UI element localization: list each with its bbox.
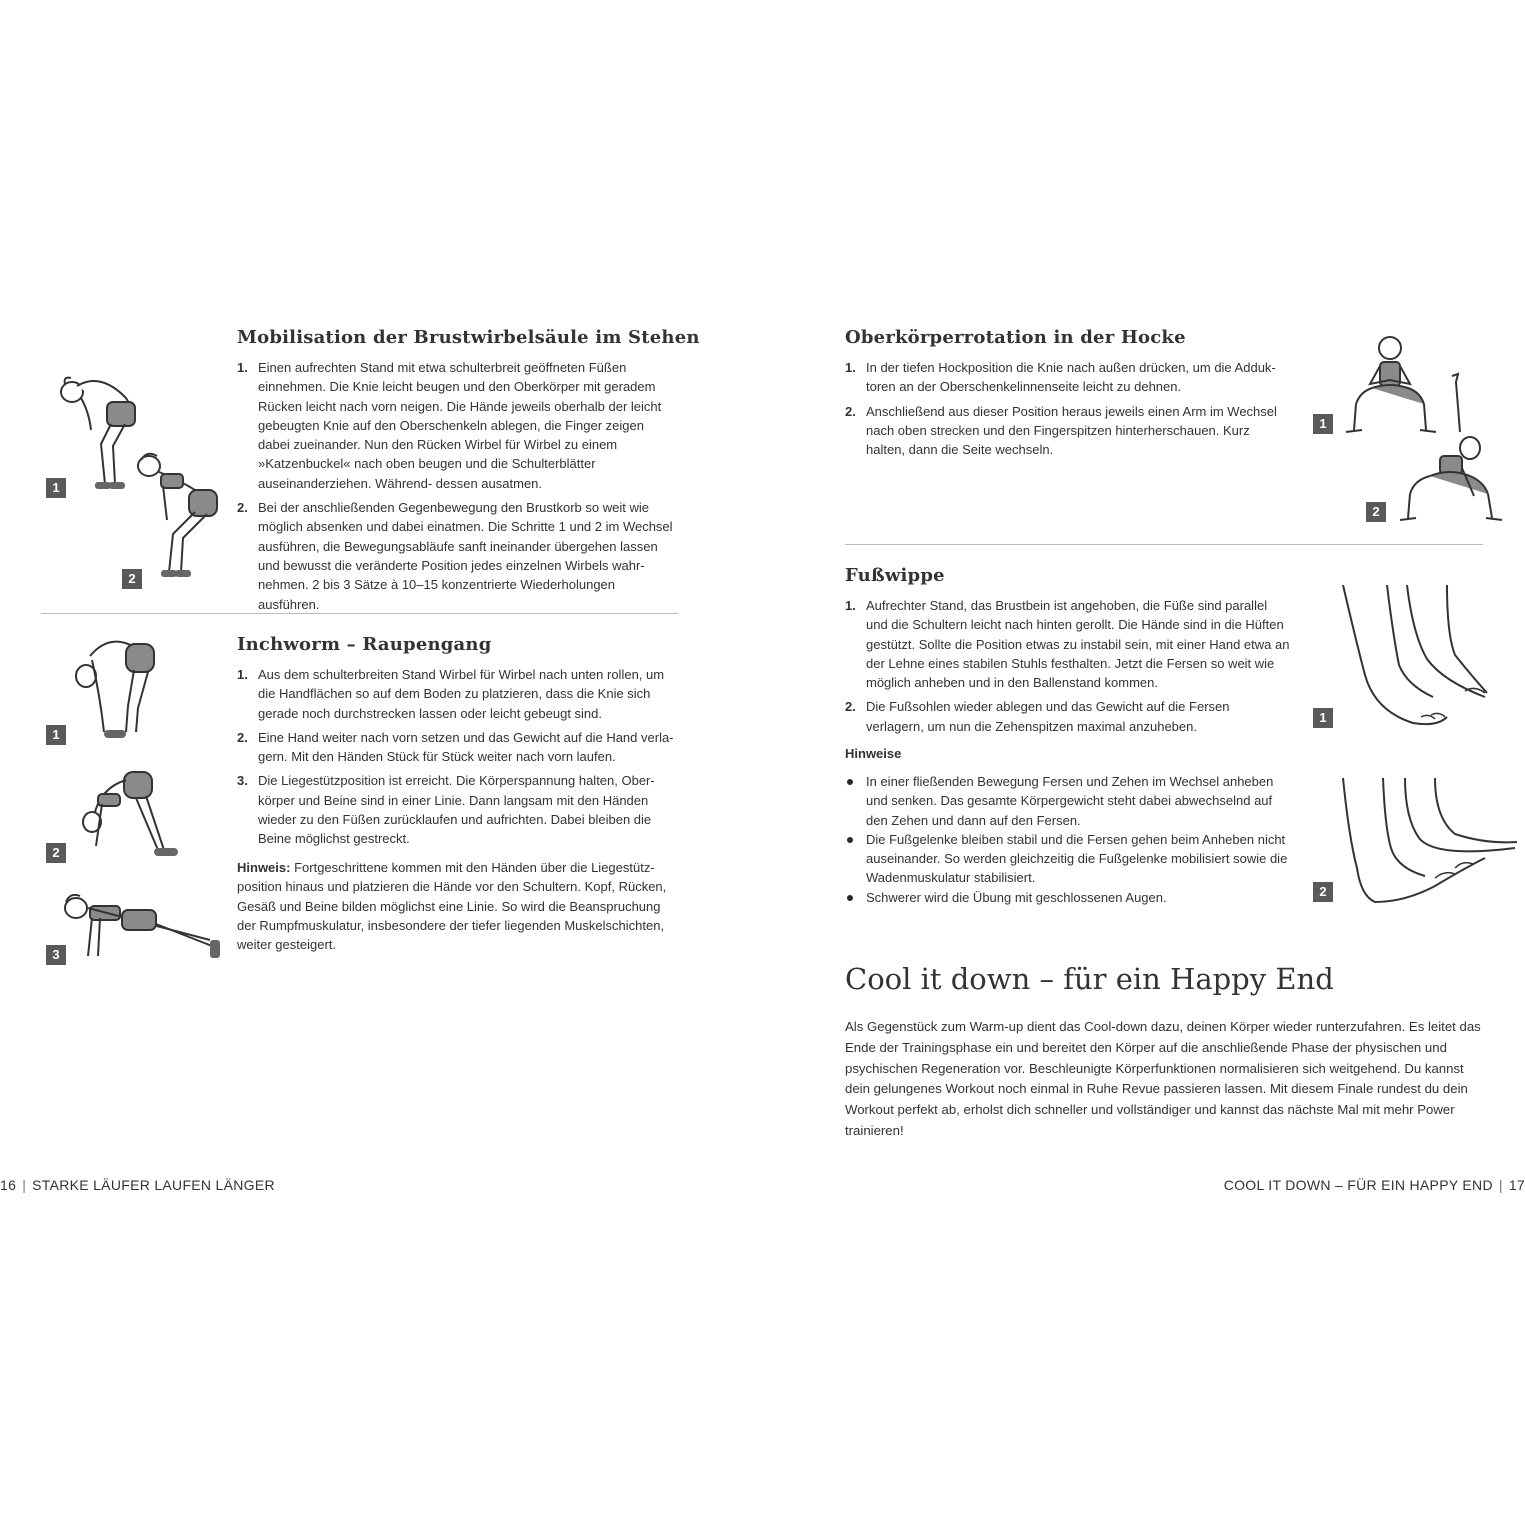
hint-item: Die Fußgelenke bleiben stabil und die Fersen gehen beim Anheben nicht auseinander. So werden gleichzeitig die Fußgelenke mobilisiert sowie die Wadenmuskulatur stabilisiert.: [845, 830, 1290, 888]
figure-badge-3: 3: [46, 945, 66, 965]
hints-heading: Hinweise: [845, 746, 902, 761]
section-divider: [845, 544, 1483, 545]
exercise-title-oberkoerperrotation: Oberkörperrotation in der Hocke: [845, 327, 1186, 348]
hint-item: In einer fließenden Bewegung Fersen und Zehen im Wechsel anheben und senken. Das gesamte Körpergewicht steht dabei abwechselnd auf den Zehen und dann auf den Fersen.: [845, 772, 1290, 830]
exercise-steps-fusswippe: [845, 596, 1290, 741]
illustration-forward-fold: [70, 636, 160, 746]
figure-badge-2: 2: [1313, 882, 1333, 902]
step-item: 1. Aufrechter Stand, das Brustbein ist angehoben, die Füße sind parallel und die Schultern leicht nach hinten gerollt. Die Hände sind in die Hüften gestützt. Sollte die Position etwas zu instabil sein, mit einer Hand etwa an der Lehne eines stabilen Stuhls festhalten. Jetzt die Fersen so weit wie möglich anheben und in den Ballenstand kommen.: [845, 598, 1290, 691]
step-item: 2. Anschließend aus dieser Position heraus jeweils einen Arm im Wechsel nach oben strecken und den Fingerspitzen hinterherschauen. Kurz halten, dann die Seite wechseln.: [845, 403, 1277, 458]
exercise-title-brustwirbelsaeule: Mobilisation der Brustwirbelsäule im Stehen: [237, 327, 700, 348]
footer-right: COOL IT DOWN – FÜR EIN HAPPY END | 17: [1223, 1177, 1525, 1193]
figure-badge-1: 1: [1313, 414, 1333, 434]
step-item: 2. Bei der anschließenden Gegenbewegung den Brustkorb so weit wie möglich absenken und dabei einatmen. Die Schritte 1 und 2 im Wechsel ausführen, die Bewegungsabläufe sanft ineinander übergehen lassen und bewusst die veränderte Position jedes einzelnen Wirbels wahr- nehmen. 2 bis 3 Sätze à 10–15 konzentrierte Wiederholungen ausführen.: [237, 500, 673, 612]
exercise-title-inchworm: Inchworm – Raupengang: [237, 634, 492, 655]
exercise-steps-inchworm: [237, 665, 677, 854]
step-item: 1. Einen aufrechten Stand mit etwa schulterbreit geöffneten Füßen einnehmen. Die Knie leicht beugen und den Oberkörper mit geradem Rücken leicht nach vorn neigen. Die Hände jeweils oberhalb der leicht gebeugten Knie auf den Oberschenkeln ablegen, die Finger zeigen dabei zueinander. Nun den Rücken Wirbel für Wirbel zu einem »Katzenbuckel« nach oben beugen und die Schulterblätter auseinanderziehen. Während- dessen ausatmen.: [237, 360, 662, 491]
figure-badge-2: 2: [46, 843, 66, 863]
hint-item: Schwerer wird die Übung mit geschlossenen Augen.: [845, 888, 1290, 907]
step-item: 1. In der tiefen Hockposition die Knie nach außen drücken, um die Adduk- toren an der Oberschenkelinnenseite leicht zu dehnen.: [845, 360, 1276, 395]
section-divider: [41, 613, 678, 614]
exercise-steps-oberkoerperrotation: [845, 358, 1285, 464]
footer-left: 16 | STARKE LÄUFER LAUFEN LÄNGER: [0, 1177, 275, 1193]
illustration-hollow-back-pose: [135, 450, 225, 585]
figure-badge-1: 1: [1313, 708, 1333, 728]
exercise-title-fusswippe: Fußwippe: [845, 565, 945, 586]
running-header: STARKE LÄUFER LAUFEN LÄNGER: [32, 1177, 275, 1193]
exercise-steps-brustwirbelsaeule: [237, 358, 677, 619]
figure-badge-1: 1: [46, 725, 66, 745]
figure-badge-2: 2: [122, 569, 142, 589]
step-item: 2. Eine Hand weiter nach vorn setzen und das Gewicht auf die Hand verla- gern. Mit den Händen Stück für Stück weiter nach vorn laufen.: [237, 729, 674, 765]
illustration-squat-rotation: [1400, 372, 1505, 527]
exercise-note-inchworm: Hinweis: Fortgeschrittene kommen mit den Händen über die Liegestütz- position hinaus und platzieren die Hände vor den Schultern. Kopf, Rücken, Gesäß und Beine bilden möglichst eine Linie. So wird die Beanspruchung der Rumpfmuskulatur, insbesondere der tiefer liegenden Muskelschichten, weiter gesteigert.: [237, 860, 667, 953]
step-item: 1. Aus dem schulterbreiten Stand Wirbel für Wirbel nach unten rollen, um die Handflächen so auf dem Boden zu platzieren, dass die Knie sich gerade noch durchstrecken lassen oder leicht gebeugt sind.: [237, 667, 665, 721]
illustration-plank: [60, 888, 225, 968]
page-number: 17: [1508, 1177, 1525, 1193]
page-number: 16: [0, 1177, 17, 1193]
illustration-tiptoe-feet: [1335, 585, 1495, 735]
section-title-cooldown: Cool it down – für ein Happy End: [845, 962, 1334, 996]
illustration-walkout: [80, 768, 185, 863]
cooldown-paragraph: Als Gegenstück zum Warm-up dient das Cool-down dazu, deinen Körper wieder runterzufahren. Es leitet das Ende der Trainingsphase ein und bereitet den Körper auf die anschließende Phase der physischen und psychischen Regeneration vor. Beschleunigte Körperfunktionen normalisieren sich weitgehend. Du kannst dein gelungenes Workout noch einmal in Ruhe Revue passieren lassen. Mit diesem Finale rundest du dein Workout perfekt ab, erholst dich schneller und vollständiger und kannst das nächste Mal mit mehr Power trainieren!: [845, 1019, 1481, 1138]
figure-badge-2: 2: [1366, 502, 1386, 522]
figure-badge-1: 1: [46, 478, 66, 498]
hints-list: [845, 772, 1290, 907]
running-header: COOL IT DOWN – FÜR EIN HAPPY END: [1223, 1177, 1493, 1193]
step-item: 2. Die Fußsohlen wieder ablegen und das Gewicht auf die Fersen verlagern, um nun die Zehenspitzen maximal anzuheben.: [845, 699, 1230, 734]
illustration-heel-stand-feet: [1335, 778, 1520, 913]
illustration-cat-back-pose: [55, 372, 145, 497]
step-item: 3. Die Liegestützposition ist erreicht. Die Körperspannung halten, Ober- körper und Beine sind in einer Linie. Dann langsam mit den Händen wieder zu den Füßen zurücklaufen und aufrichten. Dabei bleiben die Beine möglichst gestreckt.: [237, 773, 655, 847]
